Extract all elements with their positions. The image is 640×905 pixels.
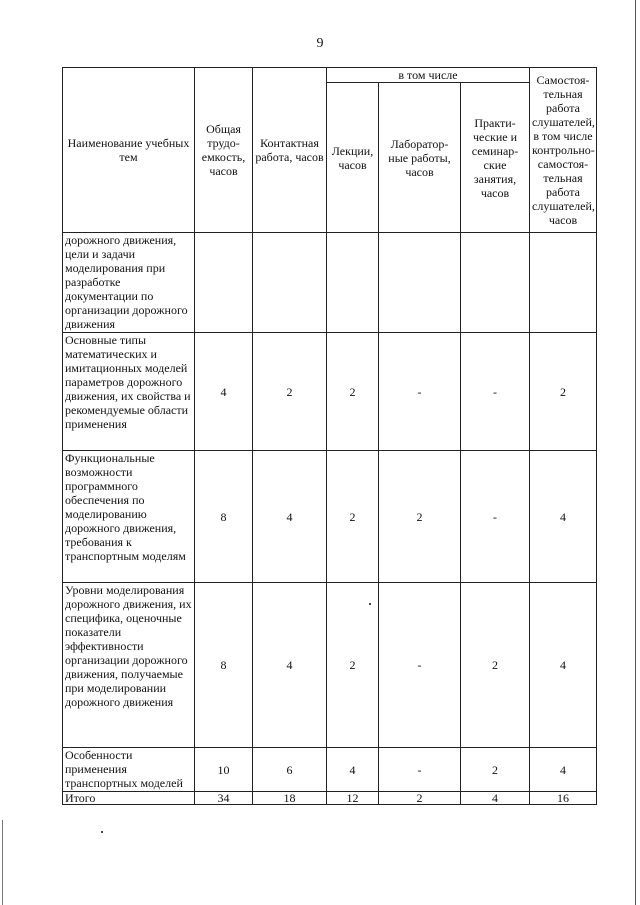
header-including: в том числе bbox=[327, 68, 530, 83]
scan-speck bbox=[101, 831, 103, 833]
header-total-hours: Общая трудо-емкость, часов bbox=[195, 68, 253, 233]
total-hours-cell: 10 bbox=[195, 748, 253, 792]
practical-sum: 4 bbox=[461, 792, 530, 805]
total-hours-cell bbox=[195, 233, 253, 333]
total-hours-cell: 4 bbox=[195, 333, 253, 451]
curriculum-table bbox=[62, 67, 597, 805]
self-study-cell: 2 bbox=[530, 333, 597, 451]
contact-hours-cell: 6 bbox=[253, 748, 327, 792]
total-hours-sum: 34 bbox=[195, 792, 253, 805]
header-topic-name: Наименование учебных тем bbox=[63, 68, 195, 233]
table-row bbox=[63, 333, 597, 451]
self-study-cell bbox=[530, 233, 597, 333]
contact-hours-cell: 4 bbox=[253, 451, 327, 583]
practical-cell bbox=[461, 233, 530, 333]
contact-hours-sum: 18 bbox=[253, 792, 327, 805]
page-right-edge bbox=[635, 0, 636, 905]
contact-hours-cell bbox=[253, 233, 327, 333]
table-row bbox=[63, 233, 597, 333]
lectures-cell: 4 bbox=[327, 748, 379, 792]
labs-cell bbox=[379, 233, 461, 333]
lectures-cell bbox=[327, 233, 379, 333]
header-practical: Практи-ческие и семинар-ские занятия, часов bbox=[461, 83, 530, 233]
topic-cell: Функциональные возможности программного обеспечения по моделированию дорожного движения, требования к транспортным моделям bbox=[63, 451, 195, 583]
self-study-cell: 4 bbox=[530, 748, 597, 792]
page-left-edge bbox=[2, 820, 3, 905]
total-label: Итого bbox=[63, 792, 195, 805]
practical-cell: - bbox=[461, 333, 530, 451]
topic-cell: Особенности применения транспортных моделей bbox=[63, 748, 195, 792]
header-self-study-hours: Самостоя-тельная работа слушателей, в том числе контрольно-самостоя-тельная работа слушателей, часов bbox=[530, 68, 597, 233]
table-row bbox=[63, 583, 597, 748]
practical-cell: 2 bbox=[461, 748, 530, 792]
labs-cell: - bbox=[379, 748, 461, 792]
total-row bbox=[63, 792, 597, 805]
topic-cell: дорожного движения, цели и задачи моделирования при разработке документации по организации дорожного движения bbox=[63, 233, 195, 333]
practical-cell: - bbox=[461, 451, 530, 583]
header-contact-hours: Контактная работа, часов bbox=[253, 68, 327, 233]
contact-hours-cell: 2 bbox=[253, 333, 327, 451]
page-number: 9 bbox=[316, 36, 324, 51]
total-hours-cell: 8 bbox=[195, 451, 253, 583]
lectures-cell: 2 bbox=[327, 583, 379, 748]
labs-cell: - bbox=[379, 583, 461, 748]
lectures-cell: 2 bbox=[327, 451, 379, 583]
labs-sum: 2 bbox=[379, 792, 461, 805]
self-study-sum: 16 bbox=[530, 792, 597, 805]
table-row bbox=[63, 451, 597, 583]
labs-cell: - bbox=[379, 333, 461, 451]
contact-hours-cell: 4 bbox=[253, 583, 327, 748]
practical-cell: 2 bbox=[461, 583, 530, 748]
lectures-cell: 2 bbox=[327, 333, 379, 451]
header-labs: Лаборатор-ные работы, часов bbox=[379, 83, 461, 233]
labs-cell: 2 bbox=[379, 451, 461, 583]
self-study-cell: 4 bbox=[530, 451, 597, 583]
lectures-sum: 12 bbox=[327, 792, 379, 805]
total-hours-cell: 8 bbox=[195, 583, 253, 748]
table-row bbox=[63, 748, 597, 792]
self-study-cell: 4 bbox=[530, 583, 597, 748]
topic-cell: Основные типы математических и имитационных моделей параметров дорожного движения, их свойства и рекомендуемые области применения bbox=[63, 333, 195, 451]
header-lectures: Лекции, часов bbox=[327, 83, 379, 233]
topic-cell: Уровни моделирования дорожного движения, их специфика, оценочные показатели эффективности организации дорожного движения, получаемые при моделировании дорожного движения bbox=[63, 583, 195, 748]
